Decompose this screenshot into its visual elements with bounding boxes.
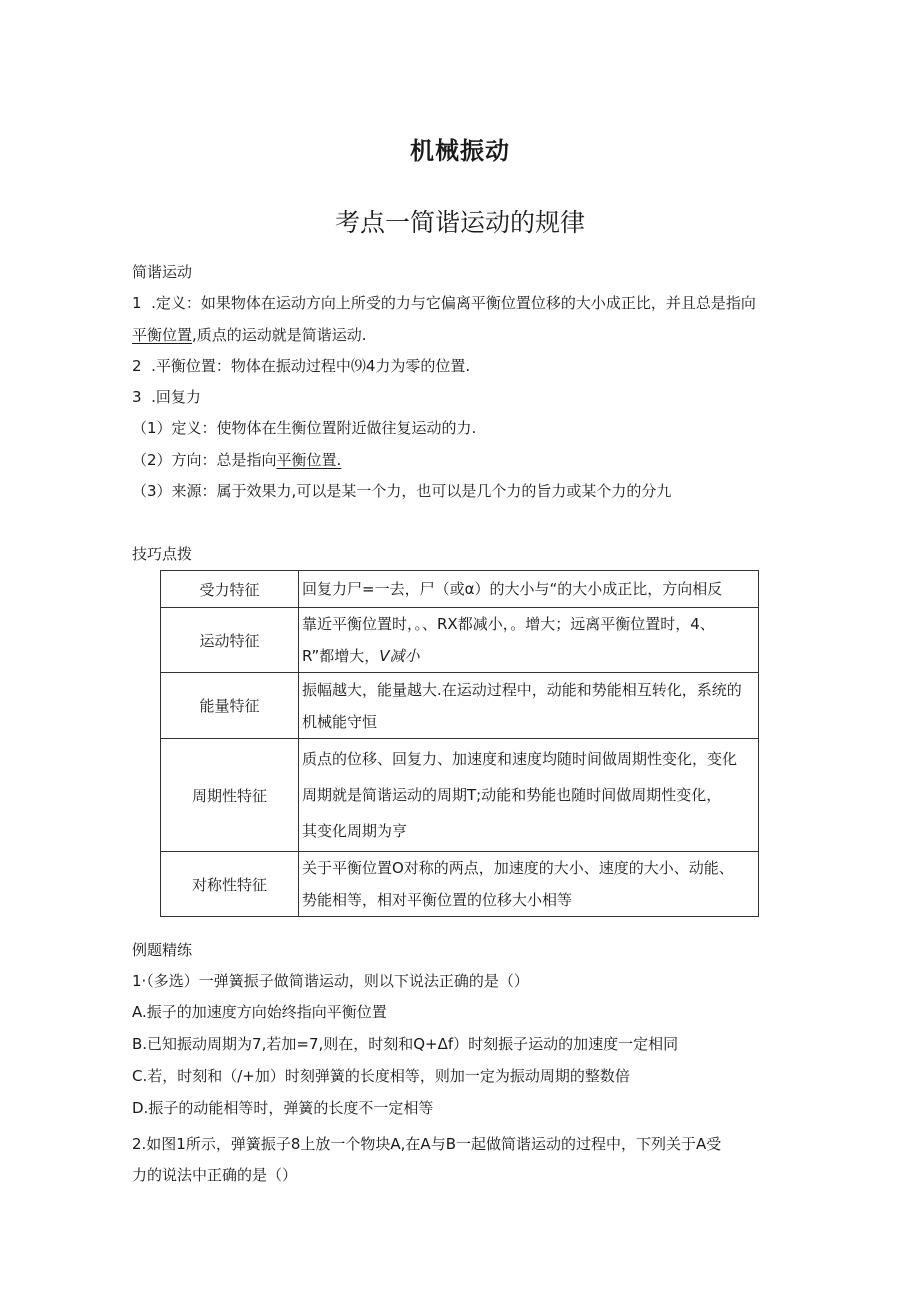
restoring-force-definition: （1）定义：使物体在生衡位置附近做往复运动的力.	[132, 419, 477, 437]
question-2-line-2: 力的说法中正确的是（）	[132, 1166, 298, 1184]
document-title: 机械振动	[410, 137, 510, 165]
row-value-italic: V减小	[379, 647, 420, 665]
table-row	[161, 852, 759, 917]
question-1-option-b: B.已知振动周期为7,若加=7,则在，时刻和Q+Δf）时刻振子运动的加速度一定相同	[132, 1035, 679, 1053]
row-value	[299, 608, 759, 673]
direction-label: （2）方向：总是指向	[132, 451, 277, 469]
question-1-option-a: A.振子的加速度方向始终指向平衡位置	[132, 1003, 387, 1021]
underlined-term: 平衡位置	[132, 326, 193, 344]
definition-line-1: 1 .定义：如果物体在运动方向上所受的力与它偏离平衡位置位移的大小成正比，并且总是指向	[132, 294, 756, 312]
heading-tips: 技巧点拨	[132, 545, 193, 563]
row-key: 对称性特征	[161, 852, 299, 917]
row-value-line: 回复力尸=一去，尸（或α）的大小与“的大小成正比，方向相反	[302, 580, 723, 598]
row-value-line: 靠近平衡位置时，。、RX都减小，。增大；远离平衡位置时，4、	[302, 615, 715, 633]
question-2-line-1: 2.如图1所示，弹簧振子8上放一个物块A,在A与B一起做简谐运动的过程中，下列关于A受	[132, 1135, 722, 1153]
row-value-line: 关于平衡位置O对称的两点，加速度的大小、速度的大小、动能、	[302, 859, 734, 877]
row-value	[299, 852, 759, 917]
row-value-line	[302, 640, 754, 672]
restoring-force-source: （3）来源：属于效果力,可以是某一个力，也可以是几个力的旨力或某个力的分九	[132, 482, 672, 500]
definition-line-2	[132, 325, 367, 345]
row-value-line: 振幅越大，能量越大.在运动过程中，动能和势能相互转化，系统的	[302, 680, 742, 699]
row-value-line: 周期就是简谐运动的周期T;动能和势能也随时间做周期性变化，	[302, 786, 722, 804]
row-value-line: 其变化周期为亨	[302, 822, 408, 840]
row-key: 能量特征	[161, 673, 299, 739]
row-value-line: 质点的位移、回复力、加速度和速度均随时间做周期性变化，变化	[302, 750, 738, 768]
heading-examples: 例题精练	[132, 941, 193, 959]
question-1: 1·（多选）一弹簧振子做简谐运动，则以下说法正确的是（）	[132, 972, 529, 990]
table-row	[161, 739, 759, 852]
question-1-option-c: C.若，时刻和（/+加）时刻弹簧的长度相等，则加一定为振动周期的整数倍	[132, 1067, 630, 1085]
row-value	[299, 673, 759, 739]
definition-line-2-rest: ,质点的运动就是简谐运动.	[192, 326, 367, 344]
section-subtitle: 考点一简谐运动的规律	[334, 208, 585, 237]
table-row	[161, 608, 759, 673]
heading-simple-harmonic: 简谐运动	[132, 263, 193, 281]
characteristics-table	[160, 570, 759, 917]
equilibrium-position-line: 2 .平衡位置：物体在振动过程中⑼4力为零的位置.	[132, 357, 471, 375]
row-key: 受力特征	[161, 571, 299, 608]
row-key: 运动特征	[161, 608, 299, 673]
restoring-force-line: 3 .回复力	[132, 388, 201, 406]
row-value-line: 机械能守恒	[302, 712, 378, 731]
row-value-text: R”都增大，	[302, 647, 380, 665]
table-row	[161, 673, 759, 739]
row-value	[299, 739, 759, 852]
table-row	[161, 571, 759, 608]
question-1-option-d: D.振子的动能相等时，弹簧的长度不一定相等	[132, 1099, 434, 1117]
direction-underlined: 平衡位置.	[276, 451, 342, 469]
row-value	[299, 571, 759, 608]
row-value-line: 势能相等，相对平衡位置的位移大小相等	[302, 891, 573, 909]
restoring-force-direction	[132, 450, 341, 470]
row-key: 周期性特征	[161, 739, 299, 852]
